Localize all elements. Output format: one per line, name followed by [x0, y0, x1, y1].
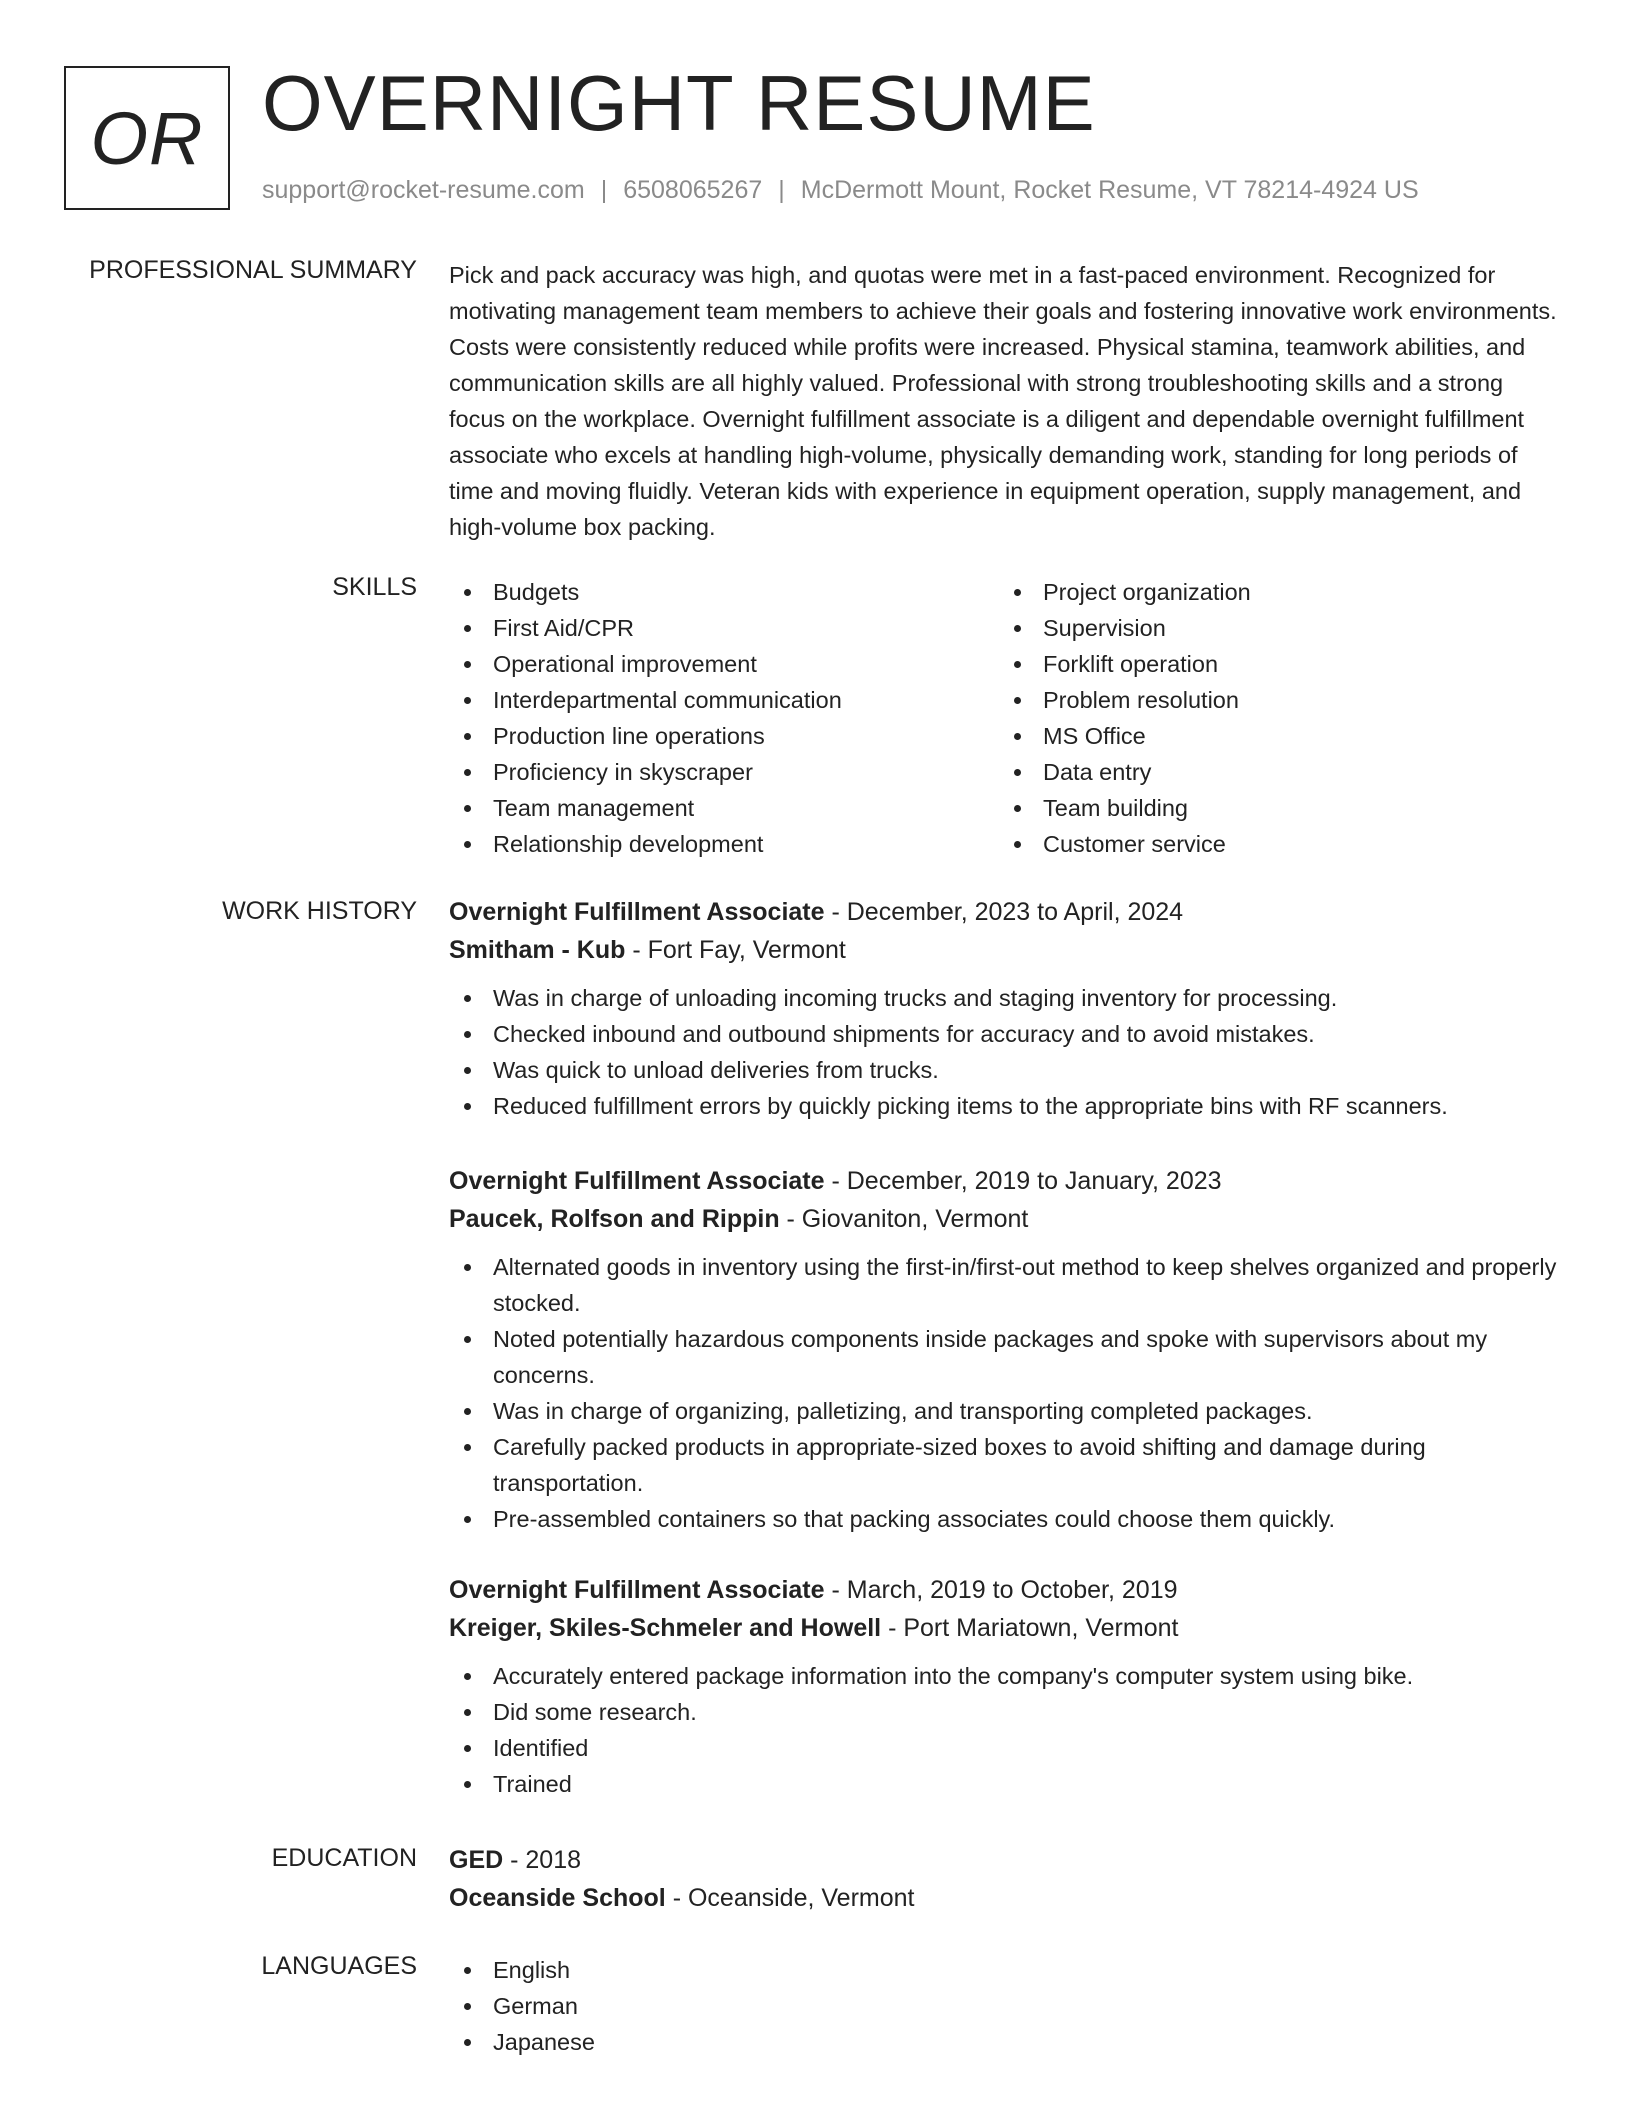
- contact-separator: |: [600, 176, 608, 204]
- skill-item: Interdepartmental communication: [449, 682, 999, 718]
- skill-item: Team building: [999, 790, 1549, 826]
- job-entry: [449, 1162, 1559, 1537]
- monogram-initials: OR: [90, 96, 204, 180]
- language-item: Japanese: [449, 2024, 1559, 2060]
- job-duty-item: Checked inbound and outbound shipments for accuracy and to avoid mistakes.: [449, 1016, 1559, 1052]
- job-duty-item: Did some research.: [449, 1694, 1559, 1730]
- job-dates: - March, 2019 to October, 2019: [824, 1576, 1178, 1604]
- job-duty-item: Pre-assembled containers so that packing associates could choose them quickly.: [449, 1501, 1559, 1537]
- language-item: German: [449, 1988, 1559, 2024]
- contact-separator: |: [778, 176, 785, 204]
- job-company-line: [449, 1609, 1559, 1647]
- job-duties: [449, 980, 1559, 1124]
- contact-address: McDermott Mount, Rocket Resume, VT 78214-4924 US: [800, 176, 1419, 204]
- job-duty-item: Alternated goods in inventory using the first-in/first-out method to keep shelves organized and properly stocked.: [449, 1249, 1559, 1321]
- skill-item: Forklift operation: [999, 646, 1549, 682]
- job-duty-item: Accurately entered package information into the company's computer system using bike.: [449, 1658, 1559, 1694]
- work-history-heading: WORK HISTORY: [222, 897, 417, 925]
- job-duty-item: Carefully packed products in appropriate-sized boxes to avoid shifting and damage during transportation.: [449, 1429, 1559, 1501]
- languages-list: [449, 1952, 1559, 2060]
- job-location: - Fort Fay, Vermont: [625, 936, 846, 964]
- education-location: - Oceanside, Vermont: [665, 1884, 915, 1912]
- skill-item: Project organization: [999, 574, 1549, 610]
- job-title: Overnight Fulfillment Associate: [449, 1167, 825, 1195]
- job-company: Kreiger, Skiles-Schmeler and Howell: [449, 1614, 882, 1642]
- skill-item: First Aid/CPR: [449, 610, 999, 646]
- job-duty-item: Was quick to unload deliveries from trucks.: [449, 1052, 1559, 1088]
- job-title-line: [449, 893, 1559, 931]
- skill-item: Relationship development: [449, 826, 999, 862]
- job-company: Paucek, Rolfson and Rippin: [449, 1205, 780, 1233]
- education-degree-line: [449, 1841, 1559, 1879]
- skill-item: Team management: [449, 790, 999, 826]
- skills-heading: SKILLS: [332, 573, 417, 601]
- language-item: English: [449, 1952, 1559, 1988]
- education-heading: EDUCATION: [271, 1844, 417, 1872]
- education-entry: [449, 1841, 1559, 1917]
- job-duty-item: Identified: [449, 1730, 1559, 1766]
- education-year: - 2018: [503, 1846, 582, 1874]
- job-dates: - December, 2019 to January, 2023: [824, 1167, 1222, 1195]
- contact-phone: 6508065267: [623, 176, 763, 204]
- contact-email: support@rocket-resume.com: [262, 176, 585, 204]
- job-company: Smitham - Kub: [449, 936, 626, 964]
- job-title: Overnight Fulfillment Associate: [449, 898, 825, 926]
- job-duty-item: Trained: [449, 1766, 1559, 1802]
- skill-item: Budgets: [449, 574, 999, 610]
- skills-column-left: [449, 574, 999, 862]
- skill-item: Customer service: [999, 826, 1549, 862]
- summary-heading: PROFESSIONAL SUMMARY: [89, 256, 417, 284]
- job-title-line: [449, 1162, 1559, 1200]
- monogram-box: [64, 66, 230, 210]
- job-duty-item: Noted potentially hazardous components inside packages and spoke with supervisors about my concerns.: [449, 1321, 1559, 1393]
- job-entry: [449, 1571, 1559, 1802]
- job-company-line: [449, 1200, 1559, 1238]
- skill-item: Problem resolution: [999, 682, 1549, 718]
- skill-item: MS Office: [999, 718, 1549, 754]
- job-title-line: [449, 1571, 1559, 1609]
- job-duty-item: Was in charge of unloading incoming trucks and staging inventory for processing.: [449, 980, 1559, 1016]
- languages-items: [449, 1952, 1559, 2060]
- education-degree: GED: [449, 1846, 504, 1874]
- skill-item: Data entry: [999, 754, 1549, 790]
- education-school-line: [449, 1879, 1559, 1917]
- skill-item: Supervision: [999, 610, 1549, 646]
- skill-item: Production line operations: [449, 718, 999, 754]
- job-company-line: [449, 931, 1559, 969]
- job-duties: [449, 1658, 1559, 1802]
- skill-item: Proficiency in skyscraper: [449, 754, 999, 790]
- languages-heading: LANGUAGES: [261, 1952, 417, 1980]
- job-dates: - December, 2023 to April, 2024: [824, 898, 1184, 926]
- job-duty-item: Was in charge of organizing, palletizing, and transporting completed packages.: [449, 1393, 1559, 1429]
- job-duty-item: Reduced fulfillment errors by quickly picking items to the appropriate bins with RF scanners.: [449, 1088, 1559, 1124]
- job-duties: [449, 1249, 1559, 1537]
- contact-line: [262, 176, 1419, 205]
- job-location: - Giovaniton, Vermont: [779, 1205, 1029, 1233]
- summary-text: Pick and pack accuracy was high, and quotas were met in a fast-paced environment. Recognized for motivating management team members to achieve their goals and fostering innovative work environments. Costs were consistently reduced while profits were increased. Physical stamina, teamwork abilities, and communication skills are all highly valued. Professional with strong troubleshooting skills and a strong focus on the workplace. Overnight fulfillment associate is a diligent and dependable overnight fulfillment associate who excels at handling high-volume, physically demanding work, standing for long periods of time and moving fluidly. Veteran kids with experience in equipment operation, supply management, and high-volume box packing.: [449, 262, 1557, 540]
- skills-list: [449, 574, 1559, 862]
- skill-item: Operational improvement: [449, 646, 999, 682]
- job-location: - Port Mariatown, Vermont: [881, 1614, 1179, 1642]
- resume-name: OVERNIGHT RESUME: [262, 59, 1096, 147]
- job-entry: [449, 893, 1559, 1124]
- job-title: Overnight Fulfillment Associate: [449, 1576, 825, 1604]
- skills-column-right: [999, 574, 1549, 862]
- education-school: Oceanside School: [449, 1884, 666, 1912]
